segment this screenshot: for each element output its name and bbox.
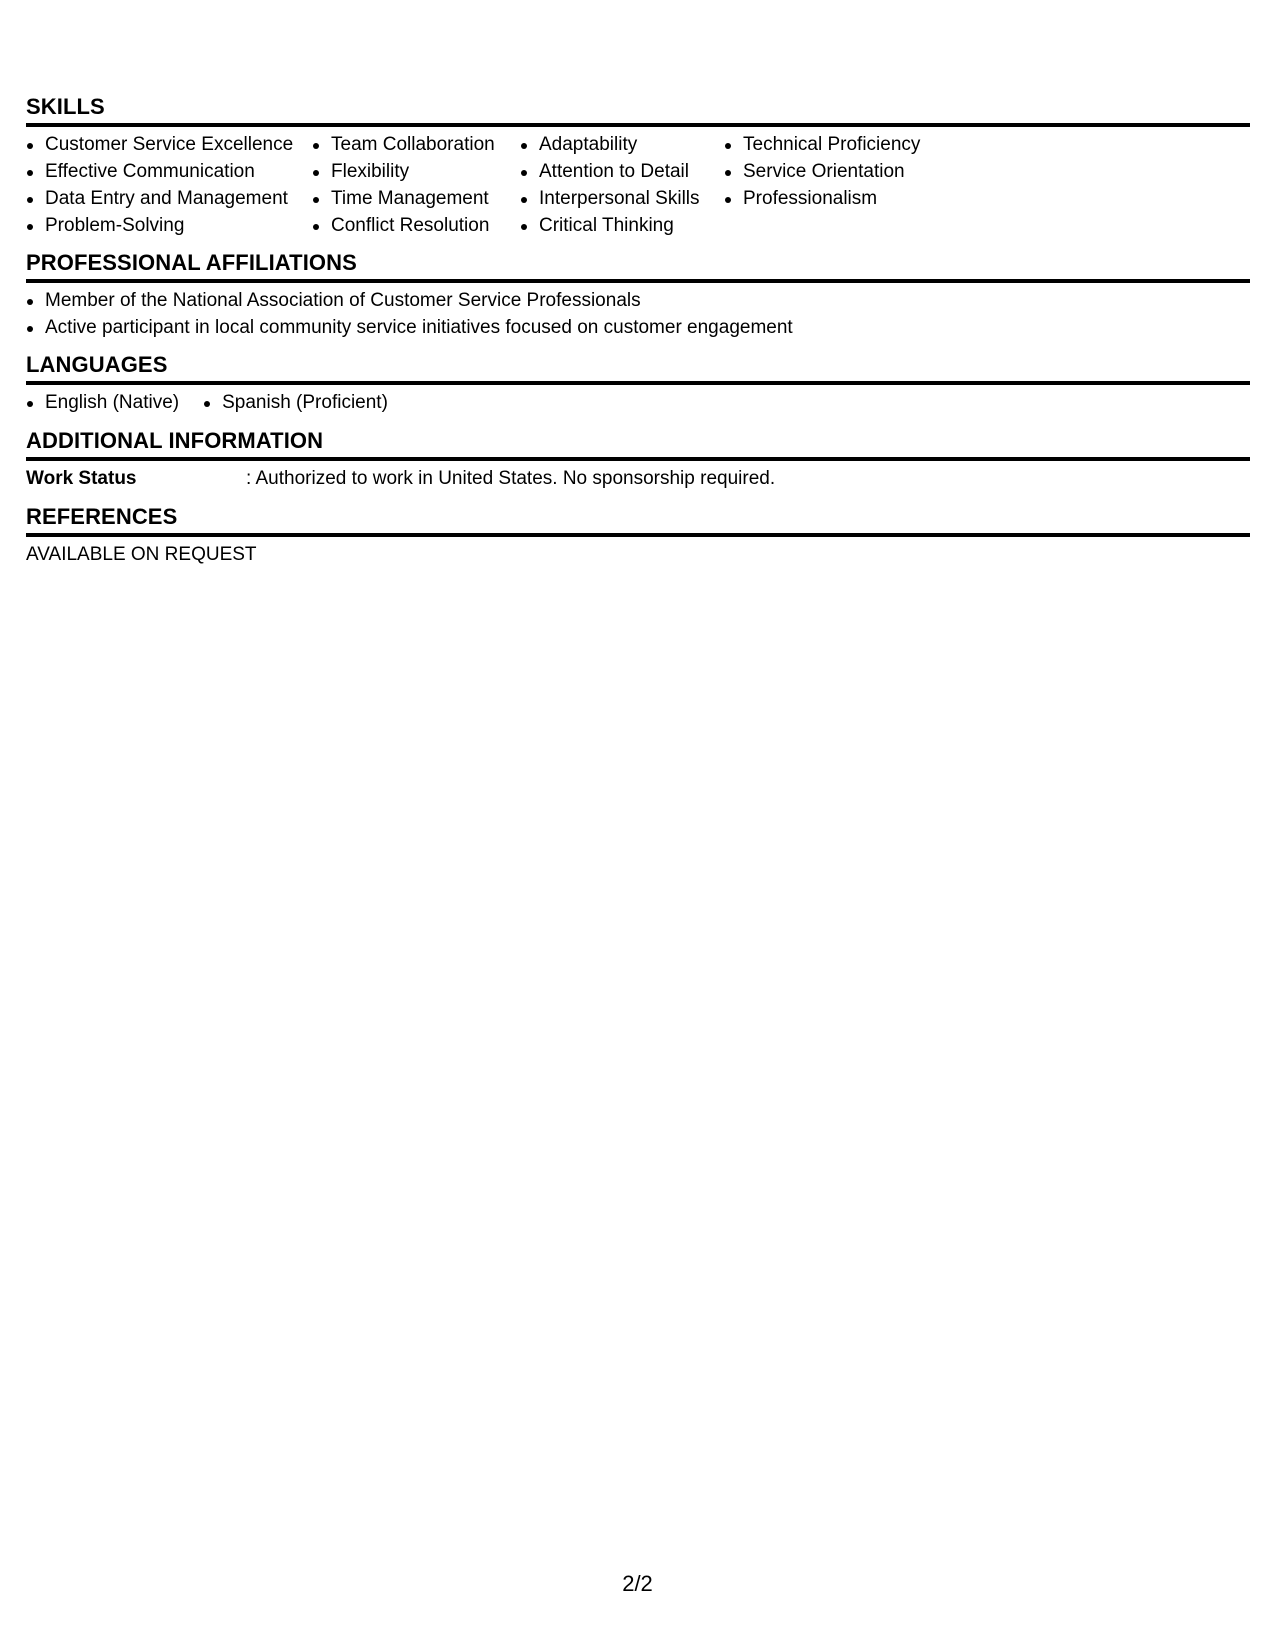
skills-column-4 [724, 131, 964, 239]
skills-column-3 [520, 131, 724, 239]
skill-item: Effective Communication [26, 158, 312, 185]
skill-item: Professionalism [724, 185, 964, 212]
additional-info-heading: ADDITIONAL INFORMATION [26, 428, 324, 453]
languages-list [26, 389, 1250, 416]
references-text: AVAILABLE ON REQUEST [26, 544, 257, 565]
skill-item: Attention to Detail [520, 158, 724, 185]
skill-item: Service Orientation [724, 158, 964, 185]
language-item: Spanish (Proficient) [203, 389, 388, 416]
resume-page [26, 93, 1250, 568]
work-status-value: : Authorized to work in United States. No sponsorship required. [246, 468, 776, 489]
skills-column-1 [26, 131, 312, 239]
skills-column-2 [312, 131, 520, 239]
language-item: English (Native) [26, 389, 179, 416]
affiliations-list [26, 287, 1250, 341]
skill-item: Technical Proficiency [724, 131, 964, 158]
section-divider [26, 279, 1250, 283]
languages-section [26, 351, 1250, 416]
section-divider [26, 533, 1250, 537]
skill-item: Adaptability [520, 131, 724, 158]
section-divider [26, 457, 1250, 461]
skill-item: Data Entry and Management [26, 185, 312, 212]
skill-item: Team Collaboration [312, 131, 520, 158]
skill-item: Time Management [312, 185, 520, 212]
affiliations-section [26, 249, 1250, 341]
work-status-row [26, 465, 1250, 492]
languages-heading: LANGUAGES [26, 352, 168, 377]
section-divider [26, 123, 1250, 127]
skill-item: Problem-Solving [26, 212, 312, 239]
section-divider [26, 381, 1250, 385]
skill-item: Conflict Resolution [312, 212, 520, 239]
references-heading: REFERENCES [26, 504, 178, 529]
affiliation-item: Active participant in local community service initiatives focused on customer engagement [26, 314, 1250, 341]
skill-item: Interpersonal Skills [520, 185, 724, 212]
skill-item: Customer Service Excellence [26, 131, 312, 158]
skill-item: Critical Thinking [520, 212, 724, 239]
affiliation-item: Member of the National Association of Customer Service Professionals [26, 287, 1250, 314]
page-number: 2/2 [622, 1571, 653, 1596]
affiliations-heading: PROFESSIONAL AFFILIATIONS [26, 250, 357, 275]
references-section [26, 503, 1250, 568]
additional-info-section [26, 427, 1250, 492]
skills-section [26, 93, 1250, 239]
skill-item: Flexibility [312, 158, 520, 185]
skills-grid [26, 131, 1250, 239]
skills-heading: SKILLS [26, 94, 105, 119]
work-status-label: Work Status [26, 468, 137, 489]
